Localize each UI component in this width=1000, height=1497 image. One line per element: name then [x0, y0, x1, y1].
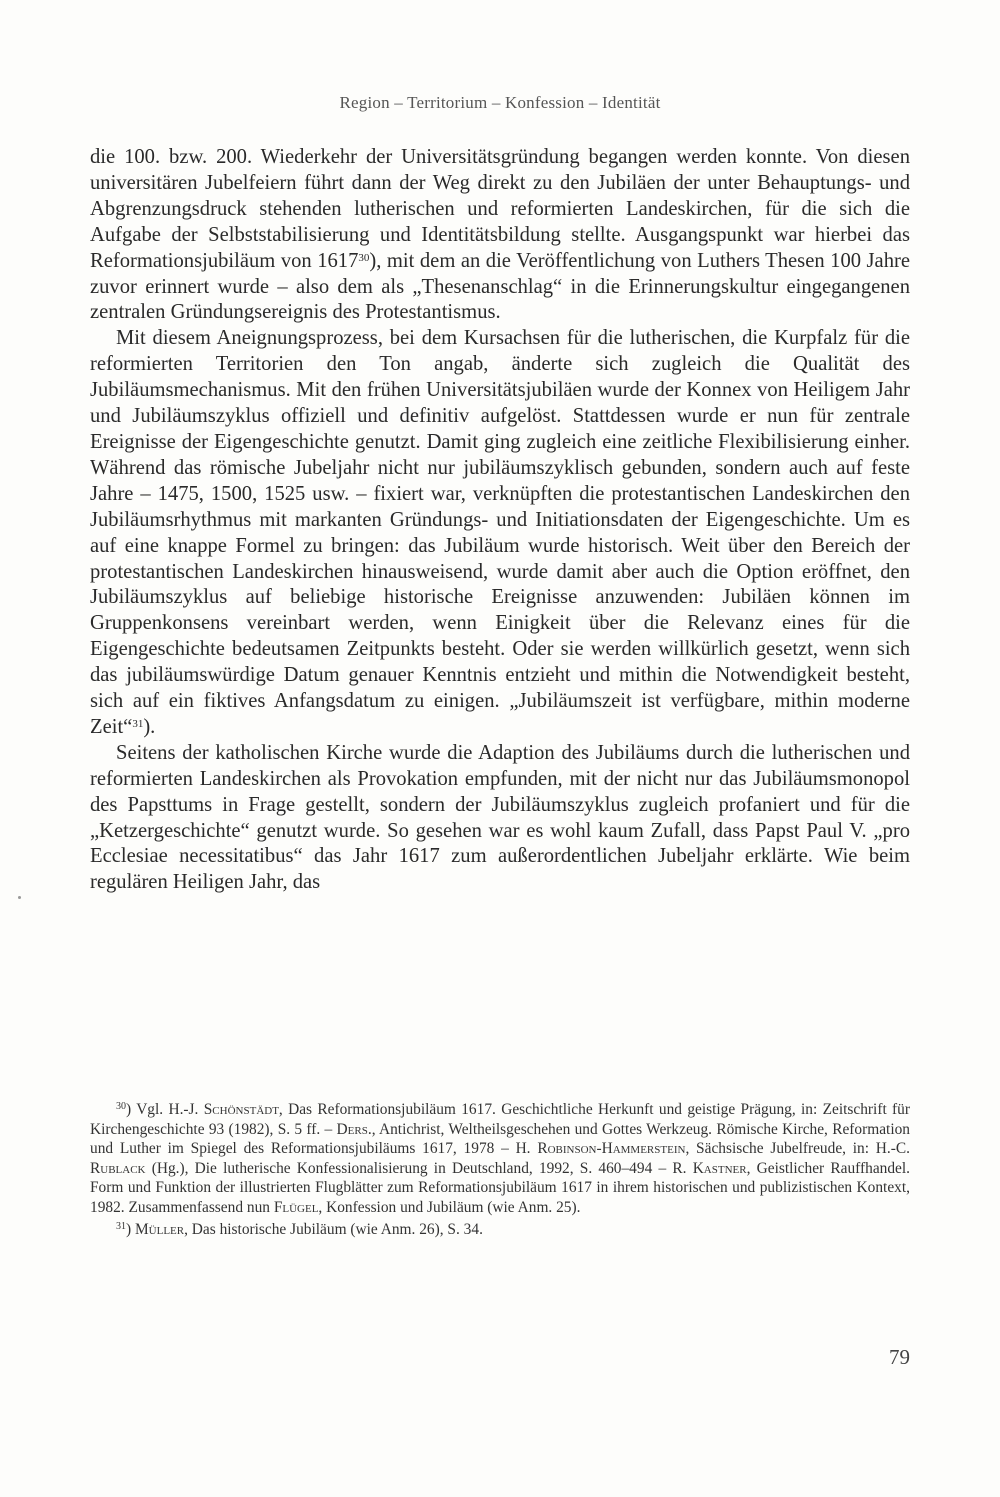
author-name: Schönstädt — [203, 1101, 279, 1118]
footnote-ref-30[interactable]: 30 — [358, 251, 370, 264]
paragraph-1-part-b: ), mit dem an die Veröffentlichung von Luthers Thesen 100 Jahre zuvor erinnert wurde – also dem als „Thesenanschlag“ in die Erinnerungskultur eingegangenen zentralen Gründungsereignis des Protestantismus. — [90, 249, 910, 324]
footnote-ref-31[interactable]: 31 — [132, 717, 144, 730]
author-name: Robinson-Hammerstein — [537, 1140, 686, 1158]
paragraph-3: Seitens der katholischen Kirche wurde die Adaption des Jubiläums durch die lutherischen und reformierten Landeskirchen als Provokation empfunden, mit der nicht nur das Jubiläumsmonopol des Papsttums in Frage gestellt, sondern der Jubiläumszyklus zugleich profaniert und für die „Ketzergeschichte“ genutzt wurde. So gesehen war es wohl kaum Zufall, dass Papst Paul V. „pro Ecclesiae necessitatibus“ das Jahr 1617 zum außerordentlichen Jubeljahr erklärte. Wie beim regulären Heiligen Jahr, das — [90, 741, 910, 894]
footnotes — [90, 1100, 910, 1241]
footnote-31-text: ) — [126, 1220, 135, 1238]
footnote-31 — [90, 1220, 910, 1240]
running-head: Region – Territorium – Konfession – Identität — [339, 93, 661, 112]
author-name: Flügel — [273, 1198, 319, 1216]
author-name: Müller — [134, 1220, 185, 1238]
footnote-30-text: , Sächsische Jubelfreude, in: H.-C. — [685, 1140, 910, 1158]
footnote-30 — [90, 1100, 910, 1218]
footnote-30-text: ., Antichrist, Weltheilsgeschehen und Gottes Werkzeug. Römische Kirche, Reformation und Luther im Spiegel des Reformationsjubiläums 1617, 1978 – H. — [90, 1120, 910, 1158]
paragraph-1-part-a: die 100. bzw. 200. Wiederkehr der Universitätsgründung begangen werden konnte. Von diesen universitären Jubelfeiern führt dann der Weg direkt zu den Jubiläen der unter Behauptungs- und Abgrenzungsdruck stehenden lutherischen und reformierten Landeskirchen, für die sich die Aufgabe der Selbststabilisierung und Identitätsbildung stellte. Ausgangspunkt war hierbei das Reformationsjubiläum von 1617 — [90, 146, 910, 272]
main-text — [90, 145, 910, 896]
paragraph-2 — [90, 326, 910, 741]
footnote-30-mark: 30 — [116, 1101, 126, 1112]
scan-speck — [18, 896, 21, 899]
paragraph-2-part-b: ). — [143, 715, 156, 738]
author-name: Ders — [336, 1120, 368, 1138]
paragraph-1 — [90, 145, 910, 326]
footnote-31-text: , Das historische Jubiläum (wie Anm. 26), S. 34. — [184, 1220, 483, 1238]
footnote-31-mark: 31 — [116, 1220, 126, 1232]
author-name: Rublack — [90, 1159, 146, 1177]
page-number: 79 — [889, 1345, 910, 1369]
footnote-30-text: , Das Reformationsjubiläum 1617. Geschichtliche Herkunft und geistige Prägung, in: Zeitschrift für Kirchengeschichte 93 (1982), S. 5 ff. – — [90, 1101, 911, 1138]
author-name: Kastner — [692, 1159, 747, 1177]
footnote-30-text: , Konfession und Jubiläum (wie Anm. 25). — [318, 1198, 581, 1216]
footnote-30-text: ) Vgl. H.-J. — [126, 1101, 204, 1118]
footnote-30-text: (Hg.), Die lutherische Konfessionalisierung in Deutschland, 1992, S. 460–494 – R. — [145, 1159, 693, 1177]
footnote-30-text: , Geistlicher Rauffhandel. Form und Funktion der illustrierten Flugblätter zum Reformationsjubiläum 1617 in ihrem historischen und publizistischen Kontext, 1982. Zusammenfassend nun — [90, 1159, 911, 1216]
paragraph-2-part-a: Mit diesem Aneignungsprozess, bei dem Kursachsen für die lutherischen, die Kurpfalz für die reformierten Territorien den Ton angab, änderte sich zugleich die Qualität des Jubiläumsmechanismus. Mit den frühen Universitätsjubiläen wurde der Konnex von Heiligem Jahr und Jubiläumszyklus offiziell und definitiv aufgelöst. Stattdessen wurde er nun für zentrale Ereignisse der Eigengeschichte genutzt. Damit ging zugleich eine zeitliche Flexibilisierung einher. Während das römische Jubeljahr nicht nur jubiläumszyklisch gebunden, sondern auch auf feste Jahre – 1475, 1500, 1525 usw. – fixiert war, verknüpften die protestantischen Landeskirchen den Jubiläumsrhythmus mit markanten Gründungs- und Initiationsdaten der Eigengeschichte. Um es auf eine knappe Formel zu bringen: das Jubiläum wurde historisch. Weit über den Bereich der protestantischen Landeskirchen hinausweisend, wurde damit aber auch die Option eröffnet, den Jubiläumszyklus auf beliebige historische Ereignisse anzuwenden: Jubiläen können im Gruppenkonsens vereinbart werden, wenn Einigkeit über die Relevanz eines für die Eigengeschichte bedeutsamen Zeitpunkts besteht. Oder sie werden willkürlich gesetzt, wenn sich das jubiläumswürdige Datum genauer Kenntnis entzieht und mithin die Notwendigkeit besteht, sich auf ein fiktives Anfangsdatum zu einigen. „Jubiläumszeit ist verfügbare, mithin moderne Zeit“ — [90, 327, 910, 738]
